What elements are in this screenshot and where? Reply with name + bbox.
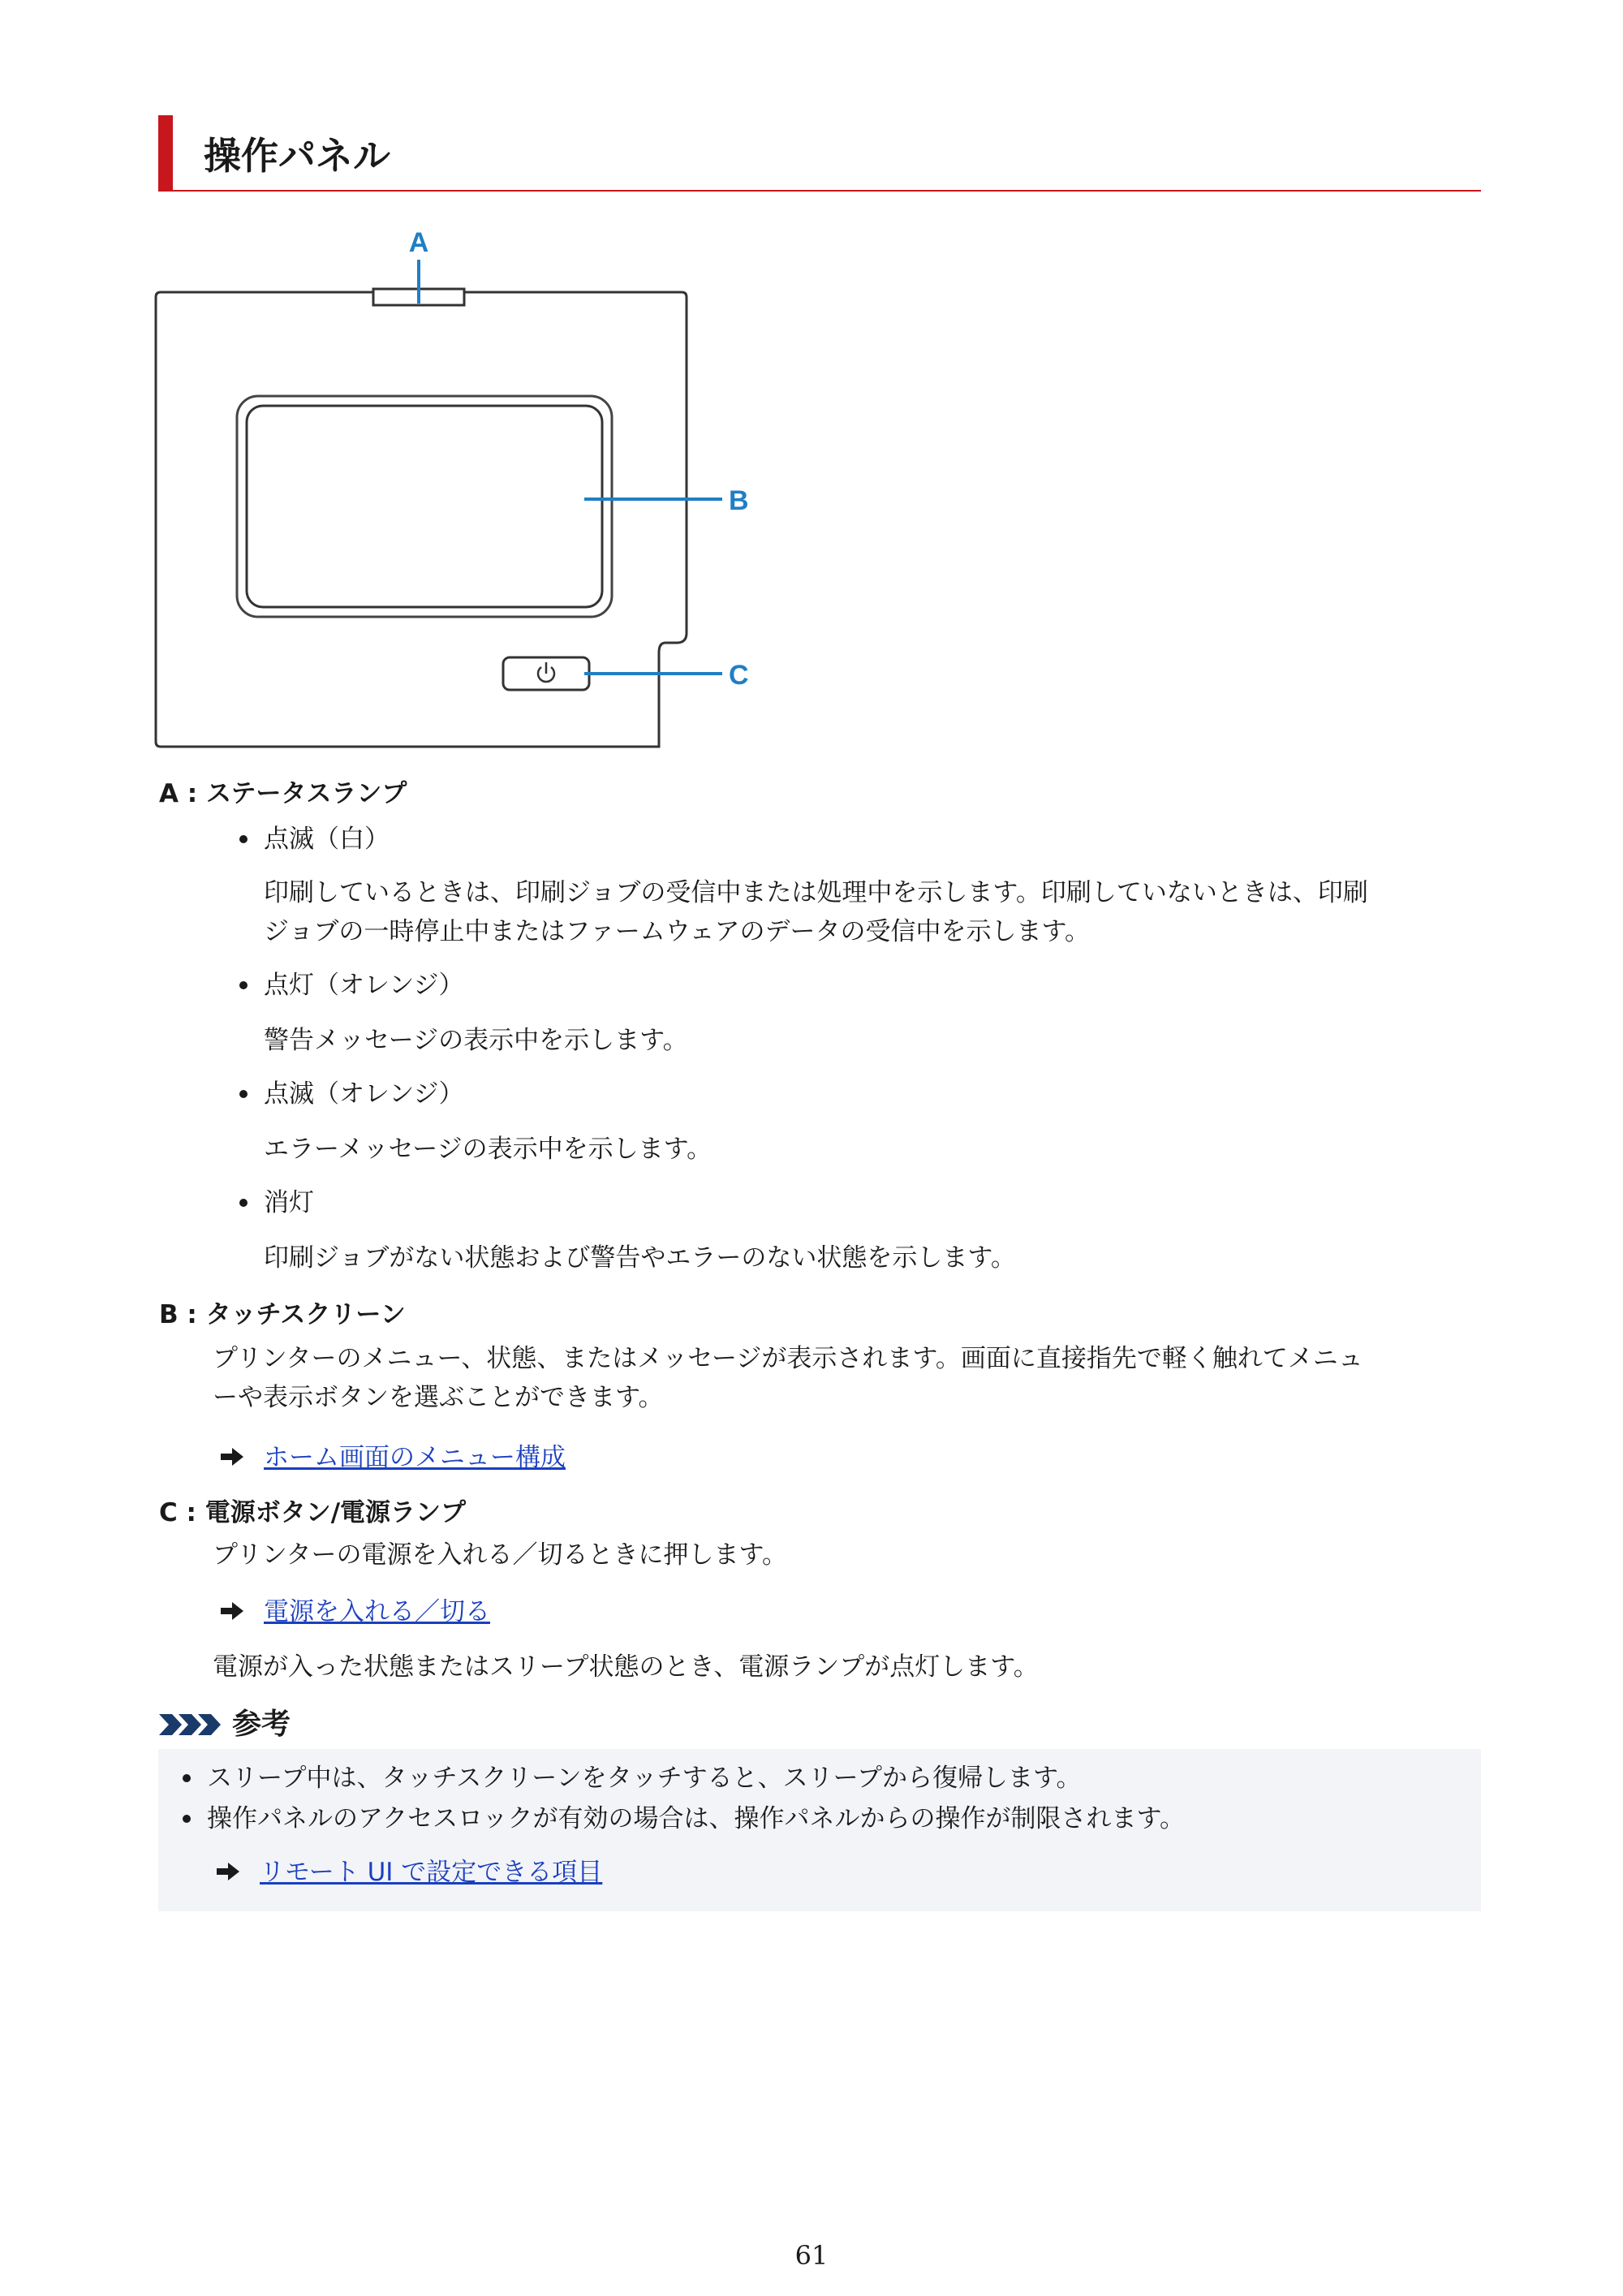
note-item: 操作パネルのアクセスロックが有効の場合は、操作パネルからの操作が制限されます。 — [207, 1801, 1185, 1837]
lamp-state-desc: 印刷ジョブがない状態および警告やエラーのない状態を示します。 — [264, 1243, 1016, 1273]
touch-screen-desc: ーや表示ボタンを選ぶことができます。 — [213, 1383, 664, 1412]
lamp-state-label: 消灯 — [264, 1185, 314, 1221]
touch-screen — [247, 406, 602, 607]
lamp-state-desc: ジョブの一時停止中またはファームウェアのデータの受信中を示します。 — [264, 917, 1091, 946]
lamp-state-label: 点灯（オレンジ） — [264, 967, 463, 1003]
callout-label-b: B — [729, 485, 749, 516]
arrow-right-icon — [221, 1602, 243, 1620]
operation-panel-diagram — [154, 219, 771, 755]
term-touch-screen: B : タッチスクリーン — [159, 1300, 406, 1329]
lamp-state-desc: 警告メッセージの表示中を示します。 — [264, 1026, 688, 1055]
note-item: スリープ中は、タッチスクリーンをタッチすると、スリープから復帰します。 — [207, 1760, 1082, 1796]
heading-accent-bar — [158, 115, 173, 190]
note-chevrons-icon — [159, 1714, 222, 1735]
link-home-menu[interactable]: ホーム画面のメニュー構成 — [264, 1443, 566, 1472]
callout-label-c: C — [729, 660, 749, 691]
power-lamp-note: 電源が入った状態またはスリープ状態のとき、電源ランプが点灯します。 — [213, 1652, 1039, 1682]
link-remote-ui[interactable]: リモート UI で設定できる項目 — [260, 1858, 603, 1887]
term-status-lamp: A : ステータスランプ — [159, 779, 407, 808]
lamp-state-label: 点滅（白） — [264, 821, 390, 857]
arrow-right-icon — [221, 1448, 243, 1466]
note-title: 参考 — [232, 1708, 291, 1741]
lamp-state-label: 点滅（オレンジ） — [264, 1076, 463, 1112]
lamp-state-desc: 印刷しているときは、印刷ジョブの受信中または処理中を示します。印刷していないときは、印刷 — [264, 878, 1368, 907]
power-button-desc: プリンターの電源を入れる／切るときに押します。 — [213, 1540, 788, 1570]
page-title: 操作パネル — [204, 134, 390, 178]
arrow-right-icon — [217, 1863, 239, 1880]
page-number: 61 — [794, 2240, 829, 2271]
lamp-state-desc: エラーメッセージの表示中を示します。 — [264, 1135, 712, 1164]
note-box — [158, 1749, 1481, 1911]
link-power-on-off[interactable]: 電源を入れる／切る — [264, 1597, 490, 1626]
page-heading — [158, 115, 1481, 192]
callout-label-a: A — [408, 227, 429, 258]
term-power-button: C : 電源ボタン/電源ランプ — [159, 1498, 467, 1527]
touch-screen-desc: プリンターのメニュー、状態、またはメッセージが表示されます。画面に直接指先で軽く触れてメニュ — [213, 1344, 1363, 1373]
